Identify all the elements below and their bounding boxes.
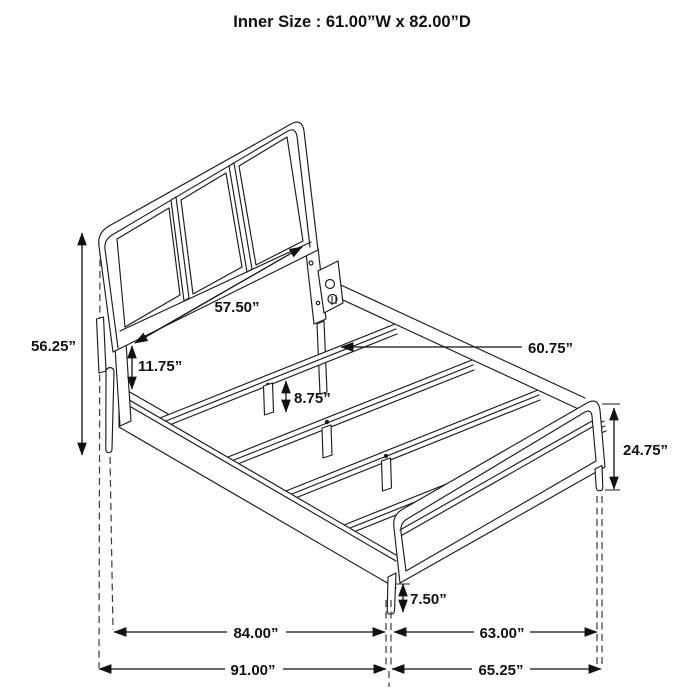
footboard [387, 401, 605, 614]
dim-label-overall-depth: 91.00” [230, 662, 276, 679]
dim-label-footboard-span: 63.00” [479, 625, 525, 642]
extension-line [99, 248, 100, 668]
dim-label-slat-length: 60.75” [528, 340, 574, 357]
footboard-right-leg [595, 466, 603, 491]
center-support-leg [322, 425, 332, 458]
dim-label-footboard-height: 24.75” [623, 442, 669, 459]
dim-label-footboard-leg: 7.50” [410, 591, 447, 608]
dim-label-overall-width: 65.25” [478, 662, 524, 679]
headboard [99, 122, 318, 352]
center-support-leg [264, 383, 274, 415]
rail-tab [97, 317, 107, 373]
dim-label-rail-span: 84.00” [233, 625, 279, 642]
dim-label-support-leg-height: 8.75” [294, 390, 331, 407]
dim-label-headboard-width: 57.50” [214, 299, 260, 316]
headboard-left-leg [106, 368, 114, 453]
center-support-leg [382, 458, 392, 491]
headboard-right-post [306, 248, 343, 394]
footboard-front-leg [387, 573, 396, 614]
dim-label-headboard-height: 56.25” [30, 338, 76, 355]
dim-label-headboard-leg-gap: 11.75” [138, 358, 183, 375]
extension-line [110, 457, 113, 630]
headboard-frame [99, 122, 318, 352]
diagram-title: Inner Size : 61.00”W x 82.00”D [233, 13, 471, 31]
